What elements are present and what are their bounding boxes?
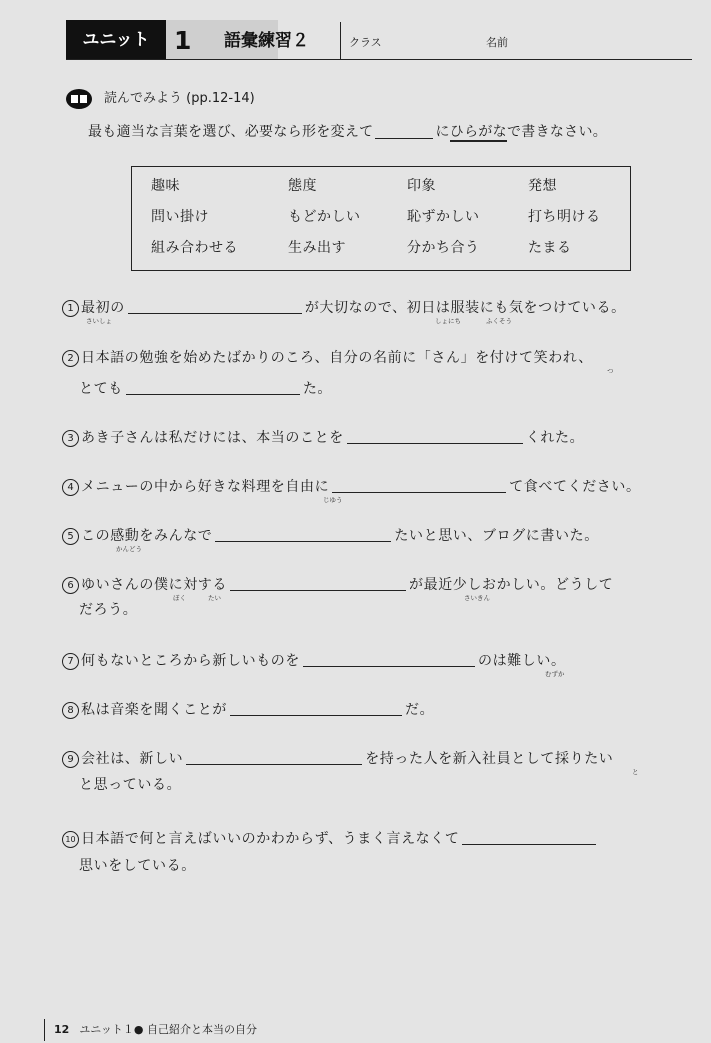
name-label: 名前 bbox=[486, 36, 508, 49]
question-number: 10 bbox=[62, 831, 79, 848]
answer-blank[interactable] bbox=[230, 576, 406, 591]
furigana: と bbox=[632, 768, 639, 776]
word-item: 組み合わせる bbox=[151, 240, 238, 256]
book-icon bbox=[66, 89, 92, 109]
question-text: が最近少しおかしい。どうして bbox=[409, 577, 614, 593]
question-10-line-2: 思いをしている。 bbox=[79, 858, 196, 874]
question-text: ゆいさんの僕に対する bbox=[81, 577, 227, 593]
instruction-text-hiragana: ひらがな bbox=[449, 124, 507, 140]
question-9-line-2: と思っている。 bbox=[79, 777, 182, 793]
word-box bbox=[131, 166, 631, 271]
furigana: たい bbox=[208, 594, 221, 602]
question-text: のは難しい。 bbox=[478, 653, 566, 669]
answer-blank[interactable] bbox=[186, 750, 362, 765]
question-text: だ。 bbox=[405, 702, 435, 718]
question-text: この感動をみんなで bbox=[81, 528, 213, 544]
word-item: 発想 bbox=[528, 178, 557, 194]
answer-blank[interactable] bbox=[230, 701, 402, 716]
question-2 bbox=[62, 348, 593, 368]
question-text: あき子さんは私だけには、本当のことを bbox=[81, 430, 344, 446]
question-number: 9 bbox=[62, 751, 79, 768]
question-text: が大切なので、初日は服装にも気をつけている。 bbox=[304, 300, 626, 316]
answer-blank[interactable] bbox=[347, 429, 523, 444]
question-text: 何もないところから新しいものを bbox=[81, 653, 300, 669]
furigana: しょにち bbox=[435, 317, 461, 325]
question-text: 日本語の勉強を始めたばかりのころ、自分の名前に「さん」を付けて笑われ、 bbox=[81, 350, 593, 366]
word-item: 恥ずかしい bbox=[407, 209, 480, 225]
question-text: たいと思い、ブログに書いた。 bbox=[394, 528, 599, 544]
furigana: ふくそう bbox=[486, 317, 512, 325]
question-text: 会社は、新しい bbox=[81, 751, 184, 767]
word-item: 問い掛け bbox=[151, 209, 209, 225]
unit-number: 1 bbox=[174, 26, 192, 55]
class-label: クラス bbox=[349, 36, 382, 49]
question-text: 私は音楽を聞くことが bbox=[81, 702, 227, 718]
instruction-text-d: で書きなさい。 bbox=[506, 124, 608, 140]
page-footer bbox=[54, 1022, 257, 1038]
instruction-text-b: に bbox=[435, 124, 450, 140]
question-number: 4 bbox=[62, 479, 79, 496]
furigana: むずか bbox=[545, 670, 565, 678]
instruction-blank bbox=[375, 124, 433, 139]
question-9 bbox=[62, 749, 613, 769]
answer-blank[interactable] bbox=[215, 527, 391, 542]
page-title: 語彙練習２ bbox=[224, 31, 309, 51]
furigana: さいきん bbox=[464, 594, 490, 602]
page-number: 12 bbox=[54, 1023, 70, 1036]
question-text: 日本語で何と言えばいいのかわからず、うまく言えなくて bbox=[81, 831, 460, 847]
footer-text: ユニット１● 自己紹介と本当の自分 bbox=[79, 1023, 257, 1036]
word-item: 態度 bbox=[288, 178, 317, 194]
question-10 bbox=[62, 829, 599, 849]
header-divider bbox=[340, 22, 341, 60]
question-text: て食べてください。 bbox=[509, 479, 641, 495]
question-text: を持った人を新入社員として採りたい bbox=[365, 751, 614, 767]
answer-blank[interactable] bbox=[332, 478, 506, 493]
word-item: 印象 bbox=[407, 178, 436, 194]
word-item: 分かち合う bbox=[407, 240, 480, 256]
question-text: とても bbox=[79, 381, 123, 397]
question-number: 2 bbox=[62, 350, 79, 367]
question-8 bbox=[62, 700, 434, 720]
furigana: つ bbox=[607, 367, 614, 375]
header-rule bbox=[66, 59, 692, 60]
question-number: 8 bbox=[62, 702, 79, 719]
question-number: 1 bbox=[62, 300, 79, 317]
word-item: 打ち明ける bbox=[528, 209, 601, 225]
answer-blank[interactable] bbox=[126, 380, 300, 395]
instruction-text-a: 最も適当な言葉を選び、必要なら形を変えて bbox=[88, 124, 374, 140]
word-item: 生み出す bbox=[288, 240, 346, 256]
question-number: 5 bbox=[62, 528, 79, 545]
question-4 bbox=[62, 477, 641, 497]
word-item: 趣味 bbox=[151, 178, 180, 194]
furigana: じゆう bbox=[323, 496, 343, 504]
question-2-line-2 bbox=[79, 379, 332, 399]
footer-bar bbox=[44, 1019, 45, 1041]
question-5 bbox=[62, 526, 599, 546]
question-3 bbox=[62, 428, 584, 448]
answer-blank[interactable] bbox=[128, 299, 302, 314]
furigana: かんどう bbox=[116, 545, 142, 553]
furigana: さいしょ bbox=[86, 317, 112, 325]
page-header bbox=[66, 20, 692, 60]
section-title: 読んでみよう (pp.12-14) bbox=[104, 91, 255, 106]
question-text: メニューの中から好きな料理を自由に bbox=[81, 479, 330, 495]
word-item: もどかしい bbox=[288, 209, 361, 225]
question-text: くれた。 bbox=[525, 430, 585, 446]
question-text: 最初の bbox=[81, 300, 125, 316]
unit-label: ユニット bbox=[66, 20, 166, 60]
question-number: 7 bbox=[62, 653, 79, 670]
question-text: た。 bbox=[302, 381, 333, 397]
answer-blank[interactable] bbox=[303, 652, 475, 667]
question-number: 6 bbox=[62, 577, 79, 594]
question-7 bbox=[62, 651, 566, 671]
word-item: たまる bbox=[528, 240, 572, 256]
answer-blank[interactable] bbox=[462, 830, 596, 845]
question-6 bbox=[62, 575, 613, 595]
question-number: 3 bbox=[62, 430, 79, 447]
question-1 bbox=[62, 298, 626, 318]
furigana: ぼく bbox=[173, 594, 186, 602]
question-6-line-2: だろう。 bbox=[79, 602, 138, 618]
instruction bbox=[88, 121, 607, 143]
